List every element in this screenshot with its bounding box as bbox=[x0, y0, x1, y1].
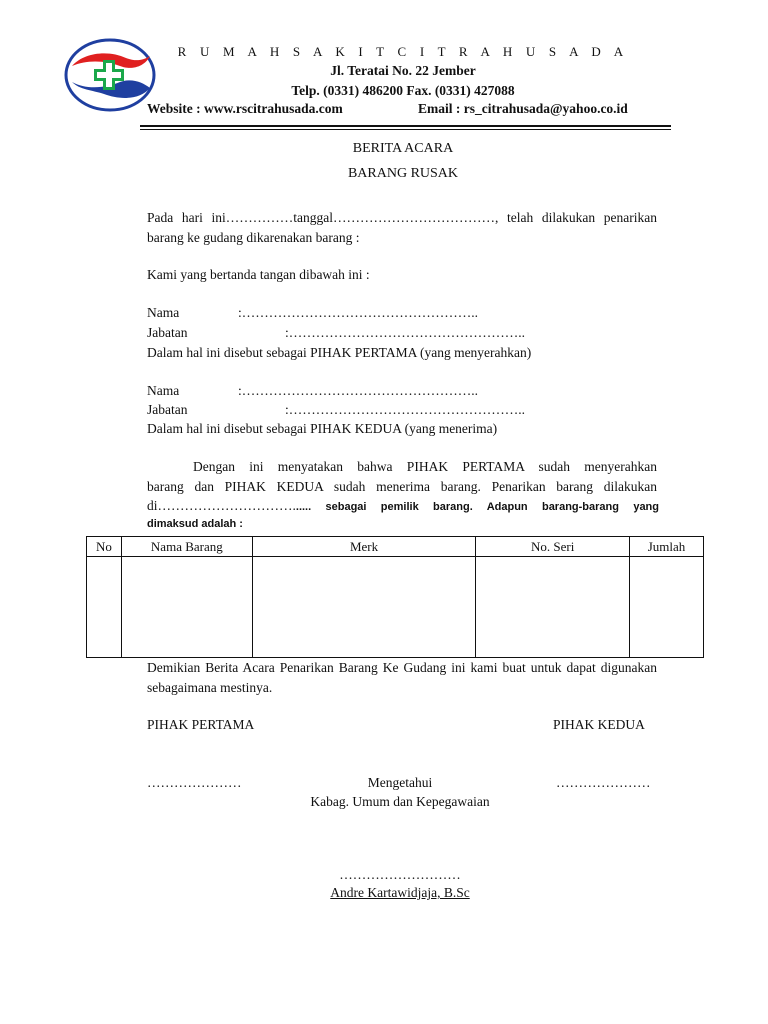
signatory-dots: ……………………… bbox=[339, 867, 461, 882]
header-rule-thick bbox=[140, 125, 671, 127]
items-table bbox=[86, 536, 704, 658]
hospital-name: R U M A H S A K I T C I T R A H U S A D A bbox=[177, 44, 629, 59]
statement-line-3-location: di…………………………. bbox=[147, 498, 296, 513]
column-header-no: No bbox=[87, 537, 122, 557]
party1-description: Dalam hal ini disebut sebagai PIHAK PERTAMA (yang menyerahkan) bbox=[147, 345, 532, 360]
column-header-merk: Merk bbox=[252, 537, 476, 557]
party1-sign-dots: ………………… bbox=[147, 775, 242, 790]
party2-sign-label: PIHAK KEDUA bbox=[553, 717, 645, 732]
table-row bbox=[87, 557, 704, 658]
column-header-jumlah: Jumlah bbox=[630, 537, 704, 557]
party2-jabatan-value: :…………………………………………….. bbox=[285, 402, 526, 417]
party2-sign-dots: ………………… bbox=[556, 775, 651, 790]
party2-jabatan-label: Jabatan bbox=[147, 402, 188, 417]
signers-intro: Kami yang bertanda tangan dibawah ini : bbox=[147, 267, 370, 282]
hospital-address: Jl. Teratai No. 22 Jember bbox=[330, 63, 476, 78]
hospital-phone: Telp. (0331) 486200 Fax. (0331) 427088 bbox=[291, 83, 515, 98]
table-cell[interactable] bbox=[630, 557, 704, 658]
header-rule-thin bbox=[140, 129, 671, 130]
acknowledge-label: Mengetahui bbox=[367, 775, 433, 790]
party1-nama-value: :…………………………………………….. bbox=[238, 305, 479, 320]
statement-line-4: dimaksud adalah : bbox=[147, 518, 243, 530]
table-cell[interactable] bbox=[476, 557, 630, 658]
statement-line-2: barang dan PIHAK KEDUA sudah menerima barang. Penarikan barang dilakukan bbox=[147, 479, 657, 494]
party1-jabatan-label: Jabatan bbox=[147, 325, 188, 340]
party1-jabatan-value: :…………………………………………….. bbox=[285, 325, 526, 340]
table-header-row bbox=[87, 537, 704, 557]
hospital-website: Website : www.rscitrahusada.com bbox=[147, 101, 343, 116]
column-header-nama-barang: Nama Barang bbox=[121, 537, 252, 557]
doc-title-line2: BARANG RUSAK bbox=[347, 166, 459, 181]
statement-line-3 bbox=[147, 498, 659, 514]
acknowledge-role: Kabag. Umum dan Kepegawaian bbox=[310, 794, 490, 809]
party1-nama-label: Nama bbox=[147, 305, 180, 320]
column-header-no-seri: No. Seri bbox=[476, 537, 630, 557]
table-cell[interactable] bbox=[87, 557, 122, 658]
opening-paragraph: Pada hari ini……………tanggal………………………………, telah dilakukan penarikan barang ke gudang dikarenakan barang : bbox=[147, 210, 657, 245]
statement-line-3-rest: ..... sebagai pemilik barang. Adapun barang-barang yang bbox=[295, 501, 659, 513]
signatory-name: Andre Kartawidjaja, B.Sc bbox=[330, 885, 470, 900]
table-cell[interactable] bbox=[121, 557, 252, 658]
doc-title-line1: BERITA ACARA bbox=[352, 141, 454, 156]
statement-line-1: Dengan ini menyatakan bahwa PIHAK PERTAMA sudah menyerahkan bbox=[193, 459, 657, 474]
closing-paragraph: Demikian Berita Acara Penarikan Barang Ke Gudang ini kami buat untuk dapat digunakan sebagaimana mestinya. bbox=[147, 660, 657, 695]
party2-description: Dalam hal ini disebut sebagai PIHAK KEDUA (yang menerima) bbox=[147, 421, 498, 436]
party2-nama-value: :…………………………………………….. bbox=[238, 383, 479, 398]
party1-sign-label: PIHAK PERTAMA bbox=[147, 717, 255, 732]
party2-nama-label: Nama bbox=[147, 383, 180, 398]
table-cell[interactable] bbox=[252, 557, 476, 658]
hospital-email: Email : rs_citrahusada@yahoo.co.id bbox=[418, 101, 628, 116]
